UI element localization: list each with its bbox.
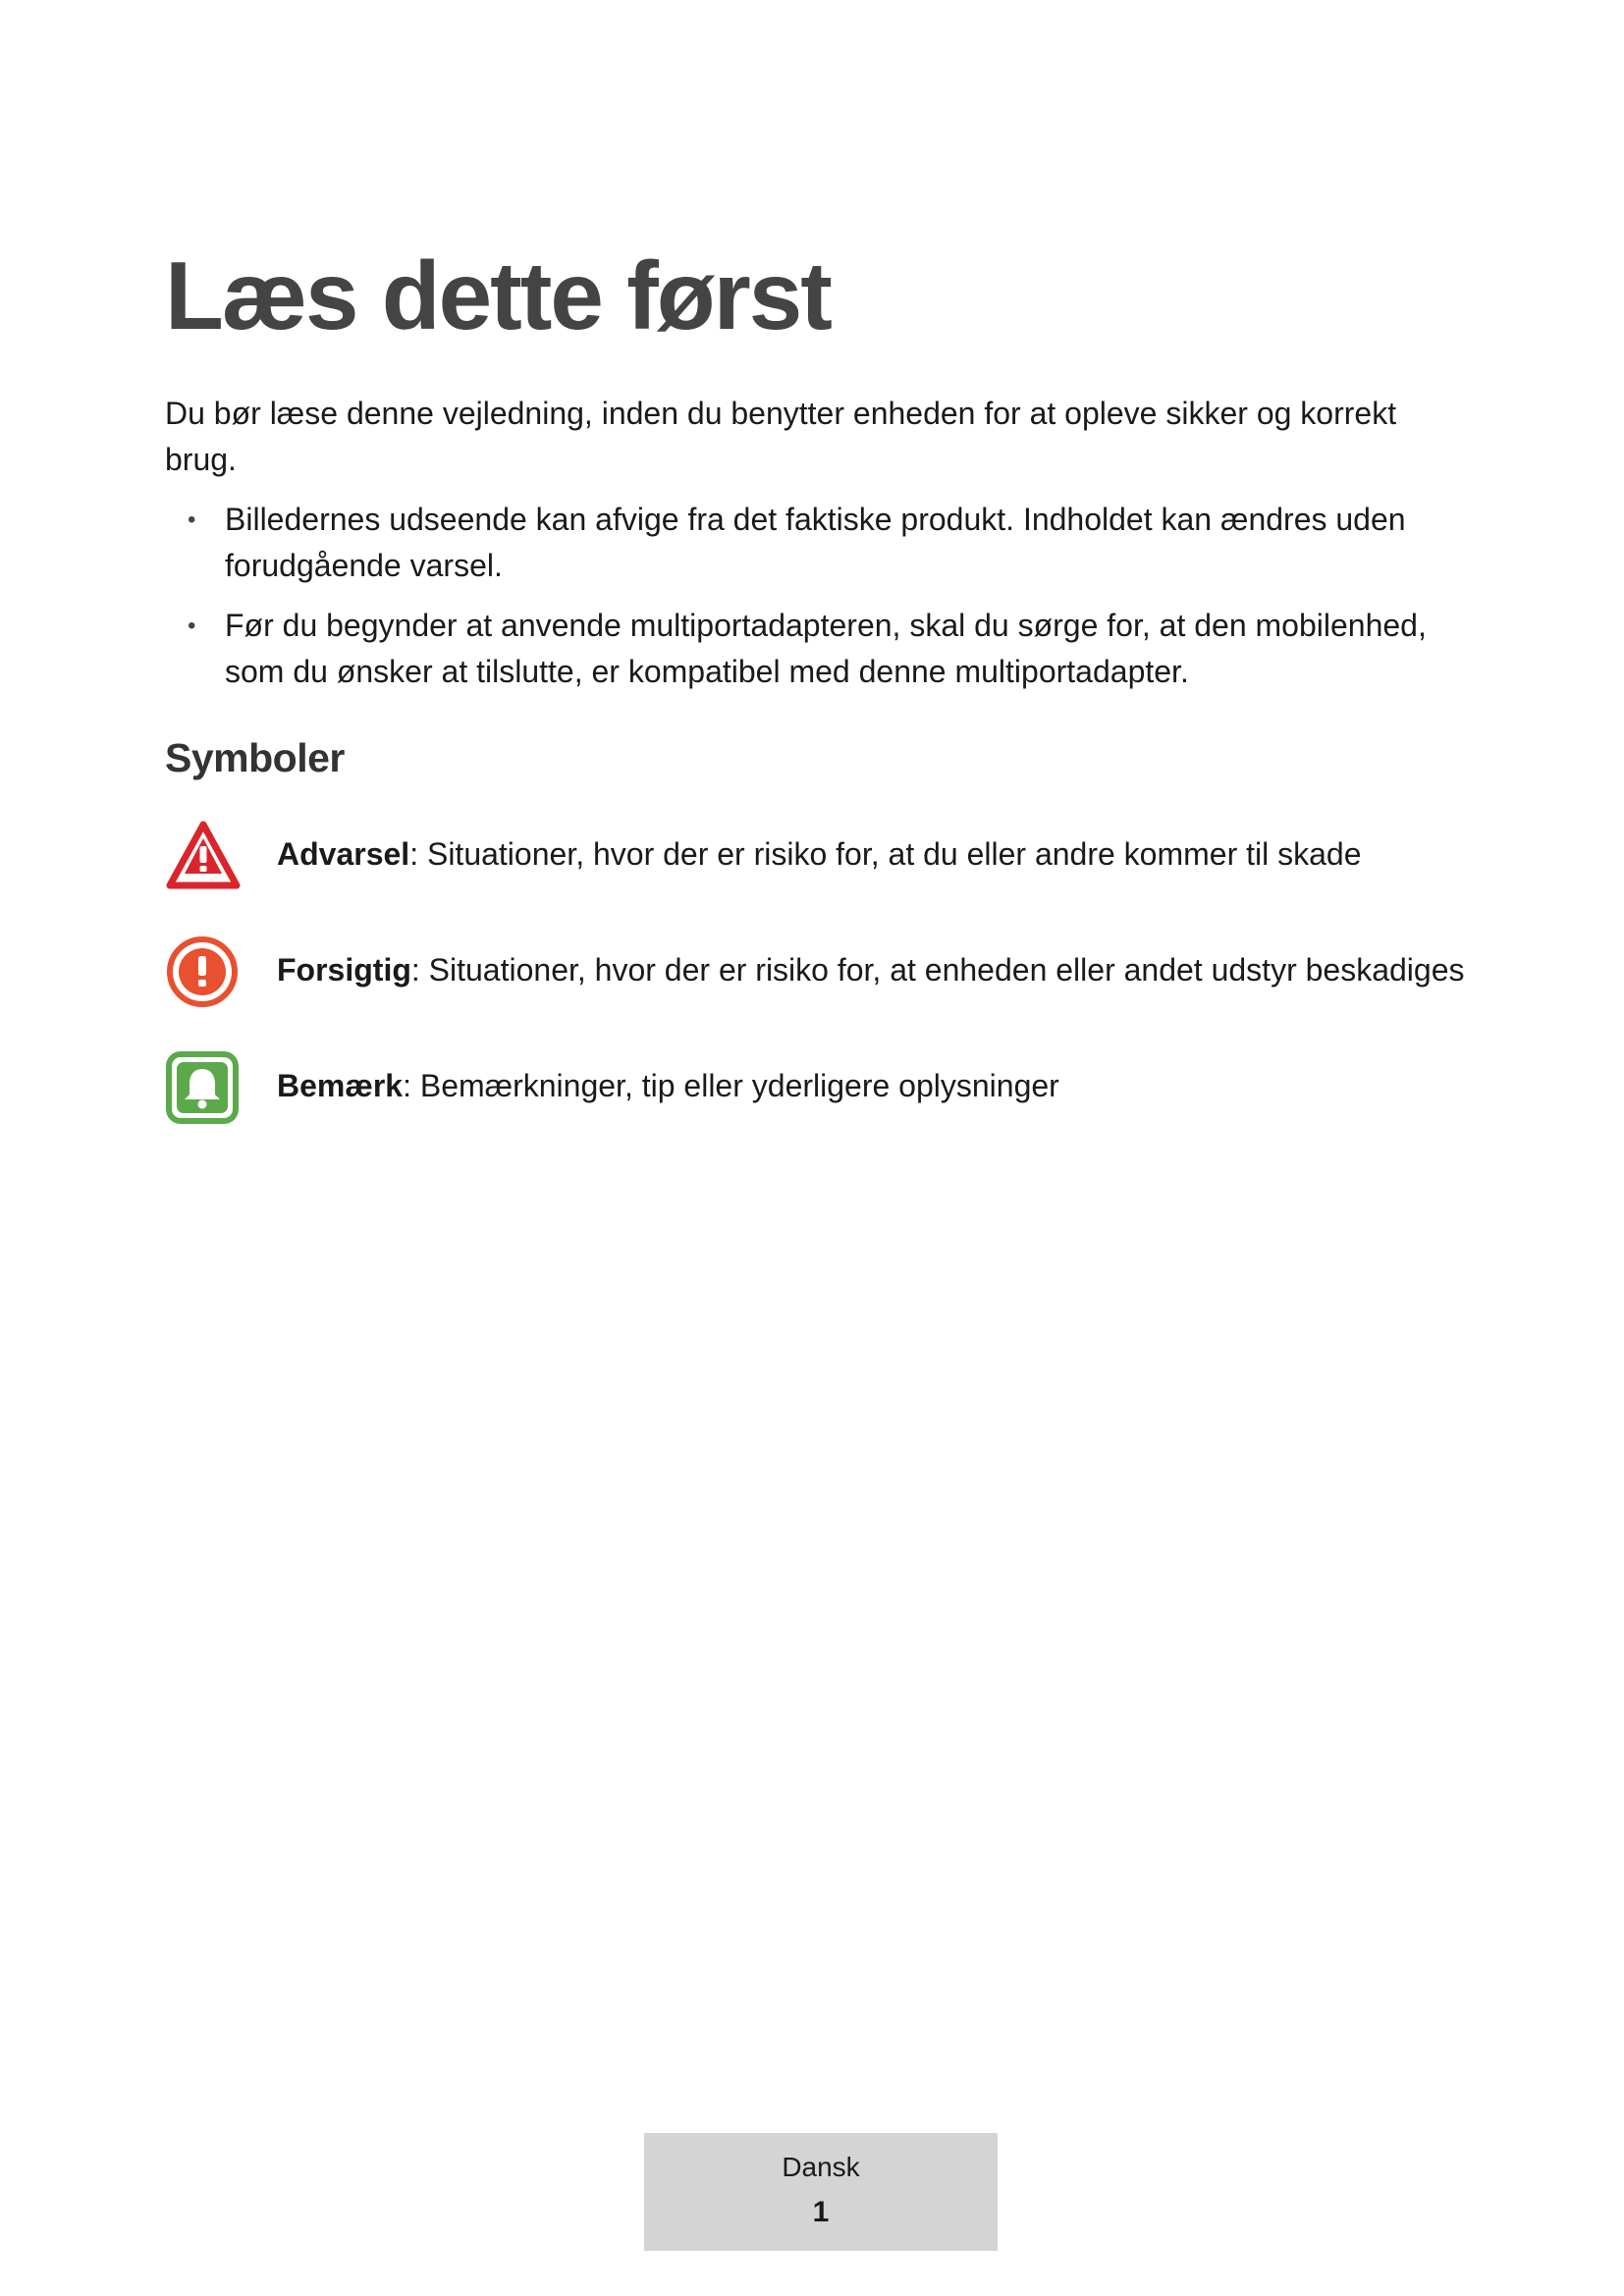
page-title: Læs dette først [165, 241, 831, 349]
footer-language: Dansk [782, 2152, 860, 2182]
symbol-description [277, 948, 1465, 991]
symbol-text: : Situationer, hvor der er risiko for, at enheden eller andet udstyr beskadiges [410, 952, 1465, 988]
list-item [165, 603, 1471, 695]
notice-list [165, 497, 1471, 709]
warning-triangle-icon [165, 819, 242, 893]
symbol-text: : Situationer, hvor der er risiko for, at du eller andre kommer til skade [409, 836, 1362, 872]
symbol-term: Bemærk [277, 1068, 404, 1103]
bullet-icon: • [188, 507, 196, 533]
section-title-symbols: Symboler [165, 735, 345, 780]
list-item-text: Billedernes udseende kan afvige fra det faktiske produkt. Indholdet kan ændres uden forudgående varsel. [225, 502, 1406, 583]
page-footer [644, 2133, 998, 2251]
symbol-description [277, 832, 1362, 876]
note-bell-icon [165, 1050, 242, 1125]
intro-paragraph: Du bør læse denne vejledning, inden du benytter enheden for at opleve sikker og korrekt brug. [165, 396, 1397, 477]
symbol-description [277, 1064, 1059, 1107]
symbol-row-note [165, 1050, 1500, 1125]
list-item [165, 497, 1471, 589]
symbol-row-warning [165, 819, 1500, 893]
bullet-icon: • [188, 613, 196, 639]
symbol-term: Advarsel [277, 836, 410, 872]
symbol-term: Forsigtig [277, 952, 411, 988]
symbol-text: : Bemærkninger, tip eller yderligere oplysninger [403, 1068, 1059, 1103]
symbol-row-caution [165, 934, 1500, 1009]
caution-circle-icon [165, 934, 242, 1009]
list-item-text: Før du begynder at anvende multiportadapteren, skal du sørge for, at den mobilenhed, som du ønsker at tilslutte, er kompatibel med denne multiportadapter. [225, 608, 1427, 689]
page-number: 1 [812, 2196, 830, 2228]
